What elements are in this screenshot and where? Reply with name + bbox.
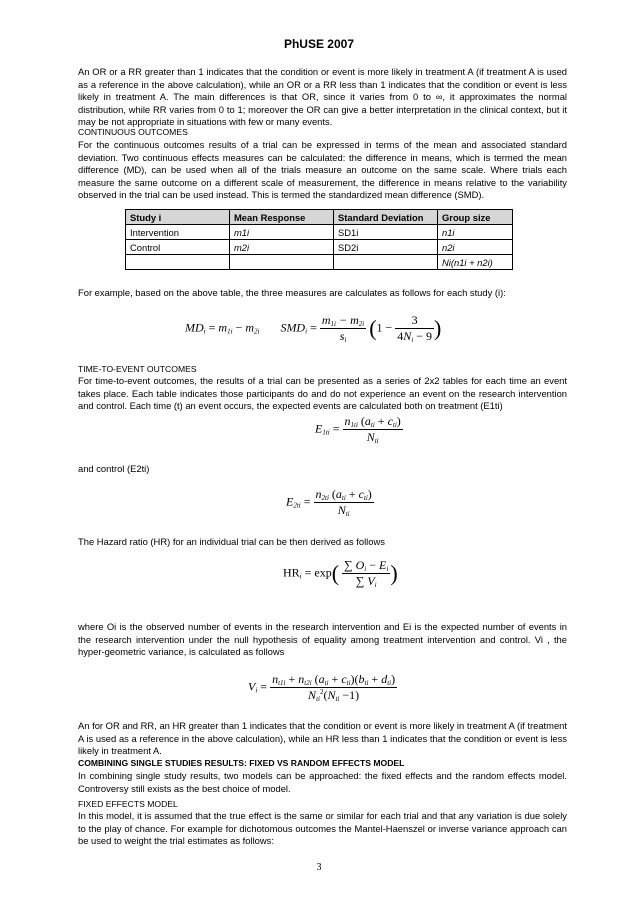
- page-header: PhUSE 2007: [283, 37, 355, 51]
- table-header-row: [126, 210, 513, 225]
- section-continuous-outcomes: CONTINUOUS OUTCOMES: [78, 127, 188, 137]
- table-row: [126, 225, 513, 240]
- paragraph-hr-interpretation: An for OR and RR, an HR greater than 1 indicates that the condition or event is more likely in treatment A (if treatment A is used as a reference in the above calculation), while an HR less than 1 indicates that the condition or event is less likely in treatment A.: [78, 720, 567, 757]
- paragraph-continuous: For the continuous outcomes results of a trial can be expressed in terms of the mean and associated standard deviation. Two continuous effects measures can be calculated: the difference in means, which is termed the mean difference (MD), can be used when all of the trials measure an outcome on the same scale. Where trials each measure the same outcome on a different scale of measurement, the difference in means relative to the variability observed in the trial can be used instead. This is termed the standardized mean difference (SMD).: [78, 139, 567, 201]
- equation-variance: $V_i$ = $\frac{n_{t1i} + n_{t2i} (a_{ti} + c_{ti})(b_{ti} + d_{ti})}{N_{ti}^2(N_{ti} -1)}$: [248, 672, 396, 703]
- paragraph-hazard-ratio: The Hazard ratio (HR) for an individual trial can be then derived as follows: [78, 536, 385, 547]
- paragraph-example: For example, based on the above table, the three measures are calculates as follows for each study (i):: [78, 287, 506, 298]
- equation-md-smd: $MD_i = m_{1i} - m_{2i}$ $SMD_i$ = $\frac{m_{1i} - m_{2i}}{s_i}$ (1 − $\frac{3}{4N_i - 9}$ ): [185, 313, 442, 344]
- page-number: 3: [316, 862, 322, 873]
- paragraph-time-to-event: For time-to-event outcomes, the results of a trial can be presented as a series of 2x2 tables for each time an event takes place. Each table indicates those participants do and do not experience an event on the research intervention and control. Each time (t) an event occurs, the expected events are calculated both on treatment (E1ti): [78, 375, 567, 412]
- table-row: [126, 240, 513, 255]
- table-header-cell: Study i: [126, 210, 230, 225]
- table-cell: Intervention: [126, 225, 230, 240]
- table-cell: n2i: [438, 240, 513, 255]
- table-cell: Ni(n1i + n2i): [438, 255, 513, 270]
- equation-hazard-ratio: $HR_i = \exp$( $\frac{\sum O_i - E_i}{\sum V_i}$ ): [283, 558, 398, 589]
- table-cell: m1i: [230, 225, 334, 240]
- paragraph-combining: In combining single study results, two models can be approached: the fixed effects and the random effects model. Controversy still exists as the best choice of model.: [78, 770, 567, 794]
- table-cell: SD1i: [334, 225, 438, 240]
- paragraph-control: and control (E2ti): [78, 463, 150, 474]
- paragraph-or-rr: An OR or a RR greater than 1 indicates that the condition or event is more likely in treatment A (if treatment A is used as a reference in the above calculation), while an OR or a RR less than 1 indicates that the condition or event is less likely in treatment A. The main differences is that OR, since it varies from 0 to ∞, it approximates the normal distribution, while RR varies from 0 to 1; moreover the OR can give a better interpretation in the clinical context, but it may be not appropriate in situations with few or many events.: [78, 66, 567, 128]
- table-header-cell: Group size: [438, 210, 513, 225]
- table-cell: m2i: [230, 240, 334, 255]
- table-cell: Control: [126, 240, 230, 255]
- equation-e2ti: $E_{2ti}$ = $\frac{n_{2ti} (a_{ti} + c_{ti})}{N_{ti}}$: [286, 487, 372, 518]
- section-fixed-effects: FIXED EFFECTS MODEL: [78, 799, 178, 809]
- study-table: [125, 209, 513, 270]
- table-header-cell: Mean Response: [230, 210, 334, 225]
- table-row: [126, 255, 513, 270]
- paragraph-fixed-effects: In this model, it is assumed that the true effect is the same or similar for each trial and that any variation is due solely to the play of chance. For example for dichotomous outcomes the Mantel-Haenszel or inverse variance approach can be used to weight the trial estimates as follows:: [78, 810, 567, 847]
- equation-e1ti: $E_{1ti}$ = $\frac{n_{1ti} (a_{ti} + c_{ti})}{N_{ti}}$: [315, 414, 401, 445]
- section-time-to-event: TIME-TO-EVENT OUTCOMES: [78, 364, 197, 374]
- table-cell: [334, 255, 438, 270]
- section-combining: COMBINING SINGLE STUDIES RESULTS: FIXED VS RANDOM EFFECTS MODEL: [78, 758, 405, 768]
- table-cell: SD2i: [334, 240, 438, 255]
- table-cell: n1i: [438, 225, 513, 240]
- paragraph-observed-events: where Oi is the observed number of events in the research intervention and Ei is the expected number of events in the research intervention under the null hypothesis of equality among treatment intervention and control. Vi , the hyper-geometric variance, is calculated as follows: [78, 621, 567, 658]
- table-header-cell: Standard Deviation: [334, 210, 438, 225]
- table-cell: [126, 255, 230, 270]
- table-cell: [230, 255, 334, 270]
